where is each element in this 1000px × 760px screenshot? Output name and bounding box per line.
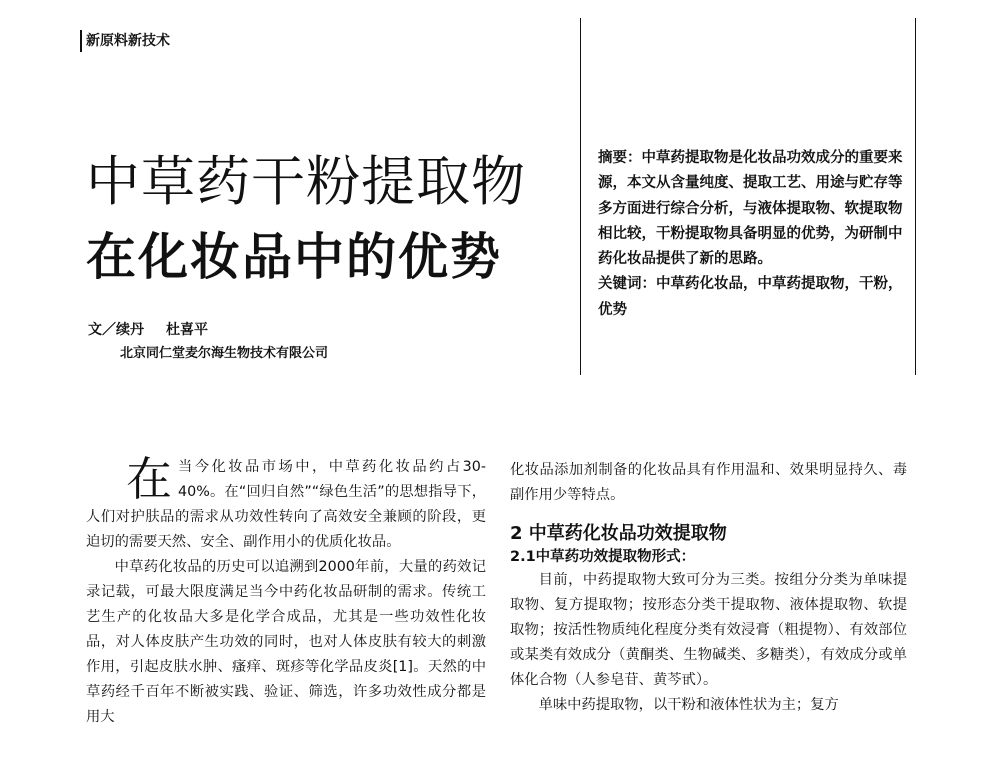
paragraph-text: 当今化妆品市场中，中草药化妆品约占30-40%。在“回归自然”“绿色生活”的思想指导下，人们对护肤品的需求从功效性转向了高效安全兼顾的阶段，更迫切的需要天然、安全、副作用小的优质化妆品。 xyxy=(86,459,486,550)
title-line-1: 中草药干粉提取物 xyxy=(86,150,526,213)
abstract-box xyxy=(598,146,903,323)
drop-cap: 在 xyxy=(126,452,172,506)
body-column-left xyxy=(86,452,486,730)
body-paragraph: 化妆品添加剂制备的化妆品具有作用温和、效果明显持久、毒副作用少等特点。 xyxy=(510,462,907,503)
title-line-2: 在化妆品中的优势 xyxy=(86,228,502,286)
body-paragraph: 单味中药提取物，以干粉和液体性状为主；复方 xyxy=(538,697,839,713)
author-second: 杜喜平 xyxy=(166,322,208,338)
author-first: 文／续丹 xyxy=(88,322,144,338)
affiliation: 北京同仁堂麦尔海生物技术有限公司 xyxy=(120,346,329,361)
abstract-text: 摘要：中草药提取物是化妆品功效成分的重要来源，本文从含量纯度、提取工艺、用途与贮存等多方面进行综合分析，与液体提取物、软提取物相比较，干粉提取物具备明显的优势，为研制中药化妆品提供了新的思路。 xyxy=(598,150,903,268)
section-heading: 2 中草药化妆品功效提取物 xyxy=(510,523,727,544)
body-column-right xyxy=(510,458,907,718)
divider-right xyxy=(915,18,916,375)
body-paragraph xyxy=(86,452,486,555)
body-paragraph: 目前，中药提取物大致可分为三类。按组分分类为单味提取物、复方提取物；按形态分类干提取物、液体提取物、软提取物；按活性物质纯化程度分类有效浸膏（粗提物）、有效部位或某类有效成分（黄酮类、生物碱类、多糖类），有效成分或单体化合物（人参皂苷、黄芩甙）。 xyxy=(510,572,907,688)
subsection-heading: 2.1中草药功效提取物形式： xyxy=(510,549,696,565)
byline xyxy=(88,320,208,340)
divider-left xyxy=(580,18,581,375)
column-label: 新原料新技术 xyxy=(80,30,170,52)
body-paragraph: 中草药化妆品的历史可以追溯到2000年前，大量的药效记录记载，可最大限度满足当今中药化妆品研制的需求。传统工艺生产的化妆品大多是化学合成品，尤其是一些功效性化妆品，对人体皮肤产生功效的同时，也对人体皮肤有较大的刺激作用，引起皮肤水肿、瘙痒、斑疹等化学品皮炎[1]。天然的中草药经千百年不断被实践、验证、筛选，许多功效性成分都是用大 xyxy=(86,559,486,725)
keywords: 关键词：中草药化妆品，中草药提取物，干粉，优势 xyxy=(598,276,903,318)
